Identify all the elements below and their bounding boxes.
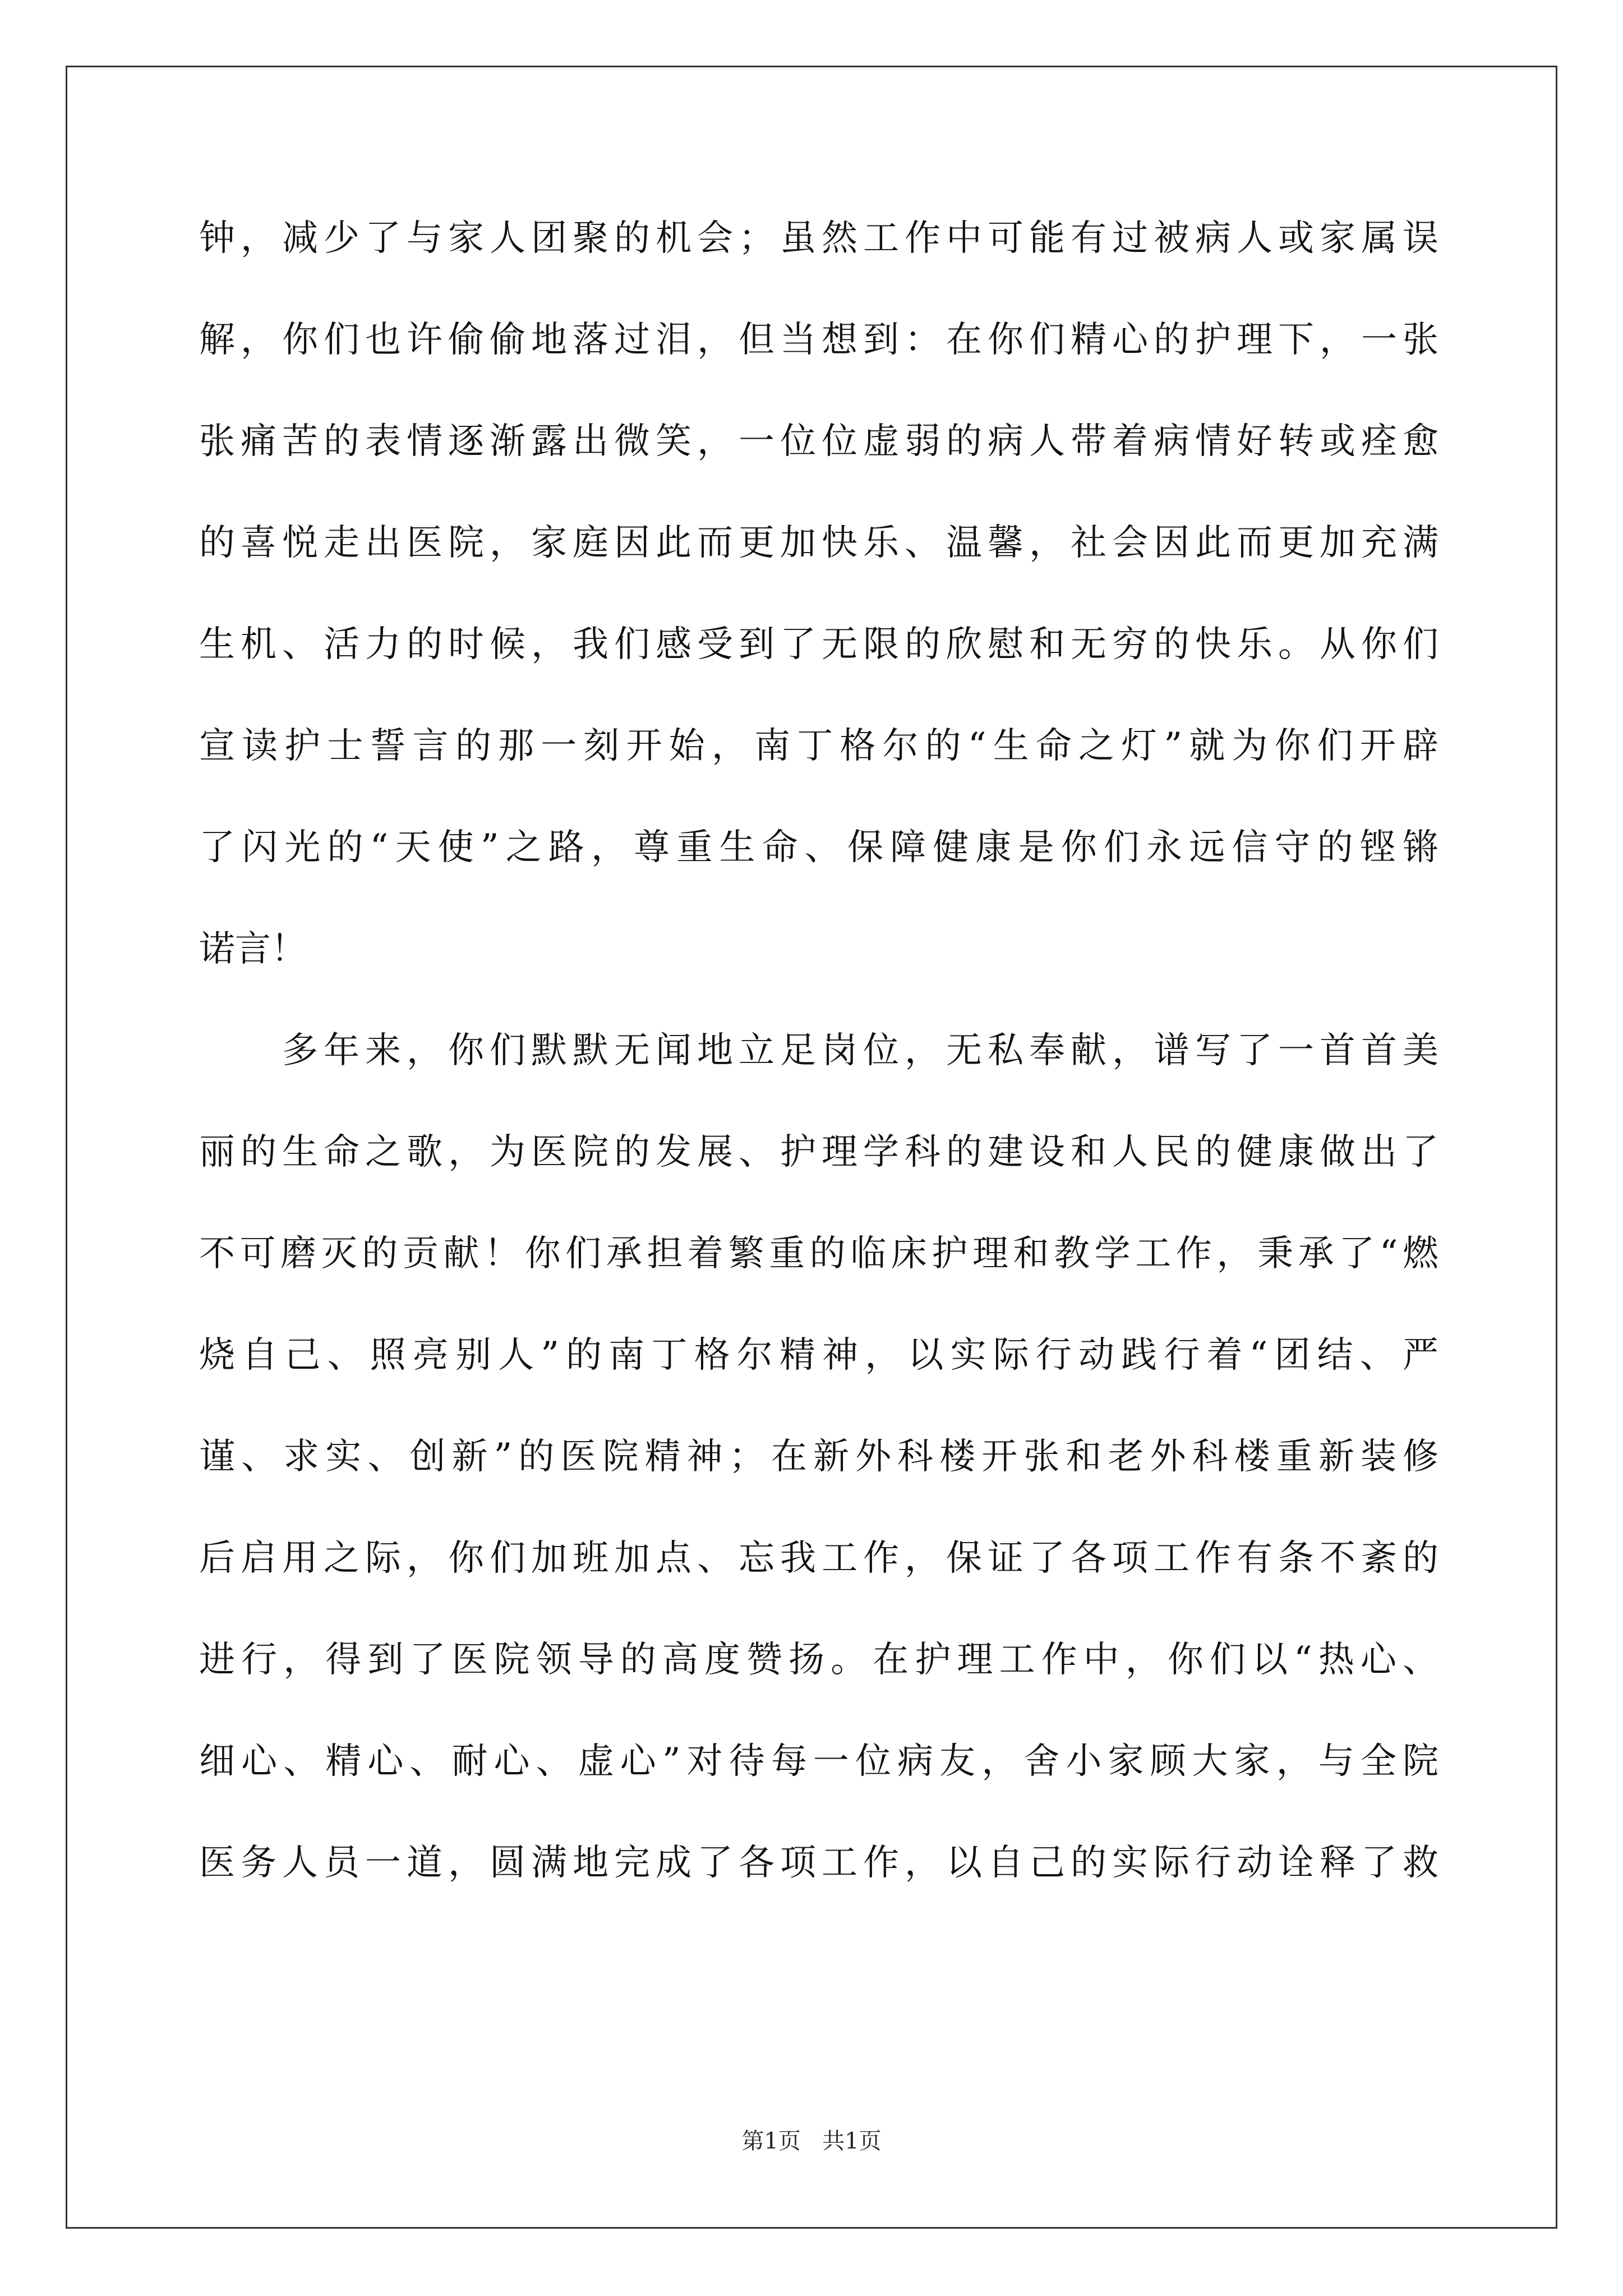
- text-line: 细心、精心、耐心、虚心”对待每一位病友，舍小家顾大家，与全院: [199, 1741, 1438, 1782]
- text-line: 后启用之际，你们加班加点、忘我工作，保证了各项工作有条不紊的: [199, 1538, 1438, 1579]
- paragraph-end-line: 诺言！: [199, 928, 307, 970]
- text-line: 谨、求实、创新”的医院精神；在新外科楼开张和老外科楼重新装修: [199, 1436, 1438, 1478]
- text-line: 医务人员一道，圆满地完成了各项工作，以自己的实际行动诠释了救: [199, 1842, 1438, 1884]
- page-total: 共1页: [822, 2128, 882, 2154]
- text-line: 进行，得到了医院领导的高度赞扬。在护理工作中，你们以“热心、: [199, 1639, 1438, 1681]
- text-line: 了闪光的“天使”之路，尊重生命、保障健康是你们永远信守的铿锵: [199, 827, 1438, 868]
- page-number: 第1页: [741, 2128, 801, 2154]
- text-line: 的喜悦走出医院，家庭因此而更加快乐、温馨，社会因此而更加充满: [199, 522, 1438, 564]
- document-body: [199, 210, 1438, 1936]
- text-line: 宣读护士誓言的那一刻开始，南丁格尔的“生命之灯”就为你们开辟: [199, 725, 1438, 767]
- text-line: 烧自己、照亮别人”的南丁格尔精神，以实际行动践行着“团结、严: [199, 1335, 1438, 1376]
- text-line: 不可磨灭的贡献！你们承担着繁重的临床护理和教学工作，秉承了“燃: [199, 1233, 1438, 1274]
- paragraph-first-line: 多年来，你们默默无闻地立足岗位，无私奉献，谱写了一首首美: [282, 1030, 1438, 1071]
- text-line: 张痛苦的表情逐渐露出微笑，一位位虚弱的病人带着病情好转或痊愈: [199, 421, 1438, 462]
- text-line: 解，你们也许偷偷地落过泪，但当想到：在你们精心的护理下，一张: [199, 319, 1438, 361]
- text-line: 钟，减少了与家人团聚的机会；虽然工作中可能有过被病人或家属误: [199, 218, 1438, 259]
- page-footer: [0, 2123, 1623, 2155]
- text-line: 丽的生命之歌，为医院的发展、护理学科的建设和人民的健康做出了: [199, 1131, 1438, 1173]
- text-line: 生机、活力的时候，我们感受到了无限的欣慰和无穷的快乐。从你们: [199, 624, 1438, 665]
